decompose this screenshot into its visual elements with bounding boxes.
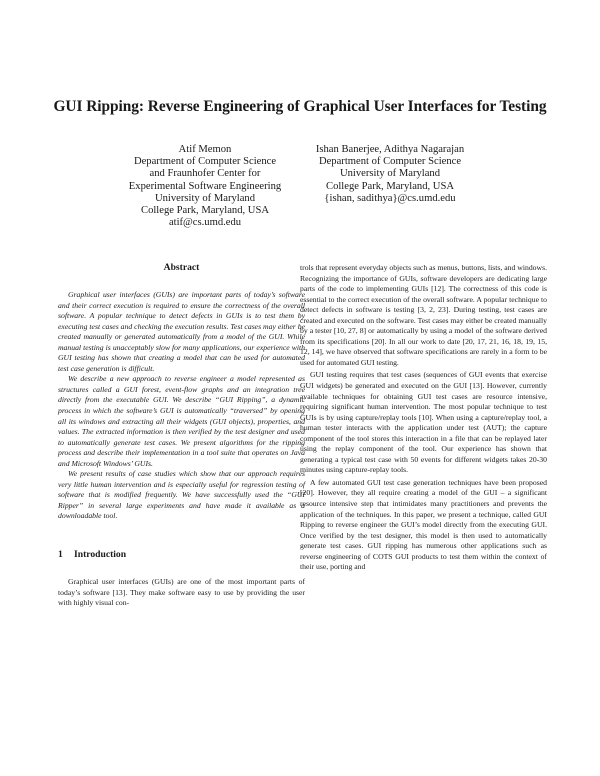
body-paragraph: trols that represent everyday objects such as menus, buttons, lists, and windows. Recognizing the importance of GUIs, software developers are dedicating large parts of the code to implementing GUIs [12]. The correctness of this code is essential to the correct execution of the overall software. A popular technique to detect defects in software is testing [3, 2, 23]. During testing, test cases are created and executed on the software. Test cases may either be created manually by a tester [10, 27, 8] or automatically by using a model of the software derived from its specifications [20]. In all our work to date [20, 17, 21, 16, 18, 19, 15, 12, 14], we have observed that software specifications are rarely in a form to be used for automated GUI testing.	[300, 263, 547, 367]
author-affiliation-line: University of Maryland	[339, 168, 441, 180]
author-affiliation-line: Department of Computer Science	[133, 156, 277, 168]
body-paragraph: Graphical user interfaces (GUIs) are one of the most important parts of today’s software [13]. They make software easy to use by providing the user with highly visual con-	[58, 577, 305, 608]
section-number: 1	[58, 549, 63, 561]
author-affiliation-line: Department of Computer Science	[318, 156, 462, 168]
author-block-left	[100, 144, 310, 229]
intro-heading	[58, 549, 305, 561]
abstract-body	[58, 290, 305, 522]
body-paragraph: A few automated GUI test case generation techniques have been proposed [20]. However, they all require creating a model of the GUI – a significant resource intensive step that intimidates many practitioners and prevents the application of the techniques. In this paper, we present a technique, called GUI Ripping to reverse engineer the GUI’s model directly from the executing GUI. Once verified by the test designer, this model is then used to automatically generate test cases. GUI ripping has numerous other applications such as reverse engineering of COTS GUI products to test them within the context of their use, porting and	[300, 477, 547, 572]
abstract-paragraph: Graphical user interfaces (GUIs) are important parts of today’s software and their correct execution is required to ensure the correctness of the overall software. A popular technique to detect defects in GUIs is to test them by executing test cases and checking the execution results. Test cases may either be created manually or generated automatically from a model of the GUI. While manual testing is unacceptably slow for many applications, our experience with GUI testing has shown that creating a model that can be used for automated test case generation is difficult.	[58, 290, 305, 373]
author-affiliation-line: and Fraunhofer Center for	[149, 168, 261, 180]
author-block-right	[290, 144, 490, 205]
abstract-heading: Abstract	[163, 262, 200, 273]
author-name: Atif Memon	[178, 144, 232, 155]
right-column	[300, 263, 547, 573]
author-name: Ishan Banerjee, Adithya Nagarajan	[315, 144, 465, 155]
author-email: {ishan, sadithya}@cs.umd.edu	[324, 192, 456, 204]
left-column	[58, 262, 305, 609]
section-title: Introduction	[74, 549, 127, 561]
paper-title: GUI Ripping: Reverse Engineering of Graphical User Interfaces for Testing	[53, 98, 547, 115]
abstract-paragraph: We describe a new approach to reverse engineer a model represented as structures called a GUI forest, event-flow graphs and an integration tree directly from the executable GUI. We describe “GUI Ripping”, a dynamic process in which the software’s GUI is automatically “traversed” by opening all its windows and extracting all their widgets (GUI objects), properties, and values. The extracted information is then verified by the test designer and used to automatically generate test cases. We present algorithms for the ripping process and describe their implementation in a tool suite that operates on Java and Microsoft Windows’ GUIs.	[58, 374, 305, 468]
body-paragraph: GUI testing requires that test cases (sequences of GUI events that exercise GUI widgets) be generated and executed on the GUI [13]. However, currently available techniques for obtaining GUI test cases are resource intensive, requiring significant human intervention. The most popular technique to test GUIs is by using capture/replay tools [10]. When using a capture/replay tool, a human tester interacts with the application under test (AUT); the capture component of the tool stores this interaction in a file that can be replayed later using the replay component of the tool. Our experience has shown that generating a typical test case with 50 events for different widgets takes 20-30 minutes using capture-replay tools.	[300, 370, 547, 475]
author-affiliation-line: College Park, Maryland, USA	[326, 180, 454, 192]
abstract-paragraph: We present results of case studies which show that our approach requires very little human intervention and is especially useful for regression testing of software that is modified frequently. We have successfully used the “GUI Ripper” in several large experiments and have made it available as a downloadable tool.	[58, 469, 305, 521]
author-email: atif@cs.umd.edu	[168, 217, 242, 229]
author-affiliation-line: Experimental Software Engineering	[128, 180, 282, 192]
author-affiliation-line: University of Maryland	[154, 192, 256, 204]
author-affiliation-line: College Park, Maryland, USA	[141, 205, 269, 217]
